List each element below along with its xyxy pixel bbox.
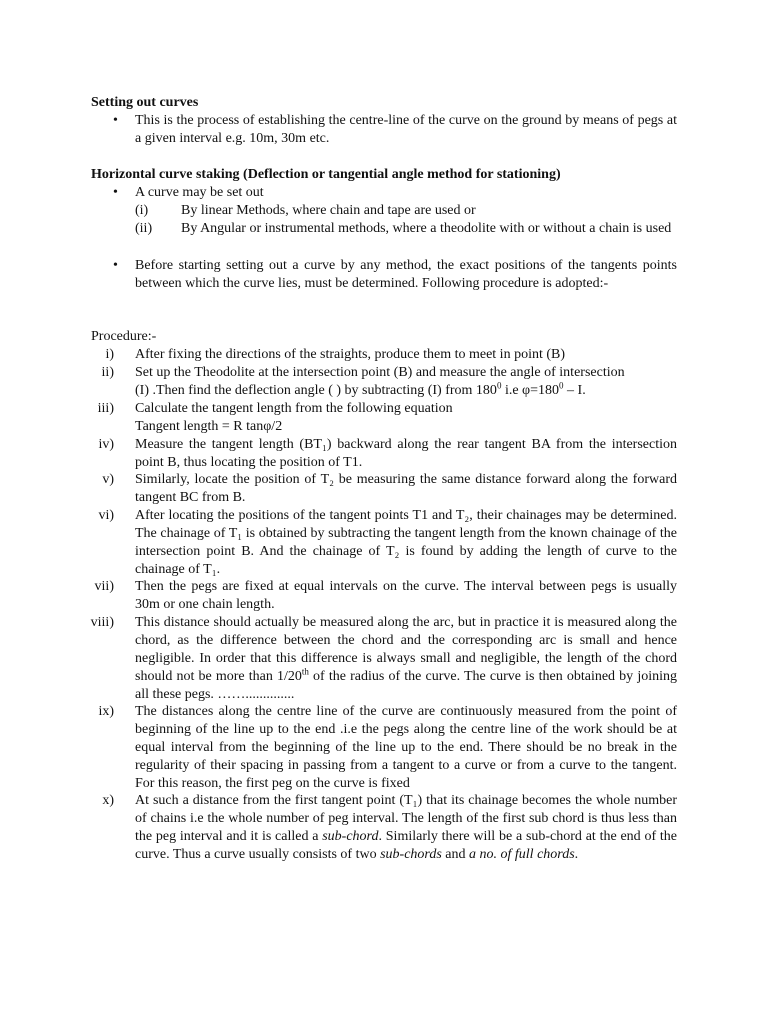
- item-number: vi): [98, 508, 114, 523]
- item-number: ii): [101, 365, 114, 380]
- bullet-curve-set-out: • A curve may be set out: [135, 184, 677, 202]
- item-number: viii): [90, 615, 114, 630]
- item-number: v): [102, 472, 114, 487]
- item-text: After fixing the directions of the straights, produce them to meet in point (B): [135, 347, 566, 362]
- item-text: Calculate the tangent length from the following equation Tangent length = R tanφ/2: [135, 401, 453, 434]
- item-text: Similarly, locate the position of T₂ be measuring the same distance forward along the forward tangent BC from B.: [135, 472, 677, 505]
- sub-item-number: (ii): [135, 221, 153, 236]
- section-title-horizontal-curve-staking: Horizontal curve staking (Deflection or tangential angle method for stationing): [91, 167, 561, 182]
- item-number: iii): [97, 401, 114, 416]
- sub-item-angular-methods: By Angular or instrumental methods, where a theodolite with or without a chain is used: [181, 221, 672, 236]
- bullet-before-starting: • Before starting setting out a curve by any method, the exact positions of the tangents points between which the curve lies, must be determined. Following procedure is adopted:-: [135, 257, 677, 293]
- item-number: ix): [98, 704, 114, 719]
- item-text: The distances along the centre line of the curve are continuously measured from the point of beginning of the line up to the end .i.e the pegs along the centre line of the work should be at equal interval from the beginning of the line up to the end. There should be no break in the regularity of their spacing in passing from a tangent to a curve or from a curve to the tangent. For this reason, the first peg on the curve is fixed: [135, 704, 677, 791]
- item-number: i): [105, 347, 114, 362]
- section-title-setting-out-curves: Setting out curves: [91, 95, 199, 110]
- sub-item-number: (i): [135, 203, 149, 218]
- tangent-length-equation: Tangent length = R tanφ/2: [135, 419, 283, 434]
- procedure-heading: Procedure:-: [91, 329, 157, 344]
- item-text: This distance should actually be measured along the arc, but in practice it is measured along the chord, as the difference between the chord and the corresponding arc is small and hence negligible. In order that this difference is always small and negligible, the length of the chord should not be more than 1/20th of the radius of the curve. The curve is then obtained by joining all these pegs. ……..............: [135, 615, 677, 702]
- item-number: x): [102, 793, 114, 808]
- item-number: iv): [98, 437, 114, 452]
- item-text: At such a distance from the first tangent point (T₁) that its chainage becomes the whole number of chains i.e the whole number of peg interval. The length of the first sub chord is thus less than the peg interval and it is called a sub-chord. Similarly there will be a sub-chord at the end of the curve. Thus a curve usually consists of two sub-chords and a no. of full chords.: [135, 793, 677, 862]
- bullet-setting-out-definition: • This is the process of establishing the centre-line of the curve on the ground by means of pegs at a given interval e.g. 10m, 30m etc.: [135, 112, 677, 148]
- item-number: vii): [94, 579, 114, 594]
- item-text: Set up the Theodolite at the intersection point (B) and measure the angle of intersection (I) .Then find the deflection angle ( ) by subtracting (I) from $180^0$ i.e $\varphi=180^0 - I$.: [135, 365, 625, 398]
- sub-item-linear-methods: By linear Methods, where chain and tape are used or: [181, 203, 476, 218]
- item-text: Measure the tangent length (BT₁) backward along the rear tangent BA from the intersection point B, thus locating the position of T1.: [135, 437, 677, 470]
- item-text: After locating the positions of the tangent points T1 and T₂, their chainages may be determined. The chainage of T₁ is obtained by subtracting the tangent length from the known chainage of the intersection point B. And the chainage of T₂ is found by adding the length of curve to the chainage of T₁.: [135, 508, 677, 577]
- item-text: Then the pegs are fixed at equal intervals on the curve. The interval between pegs is usually 30m or one chain length.: [135, 579, 677, 612]
